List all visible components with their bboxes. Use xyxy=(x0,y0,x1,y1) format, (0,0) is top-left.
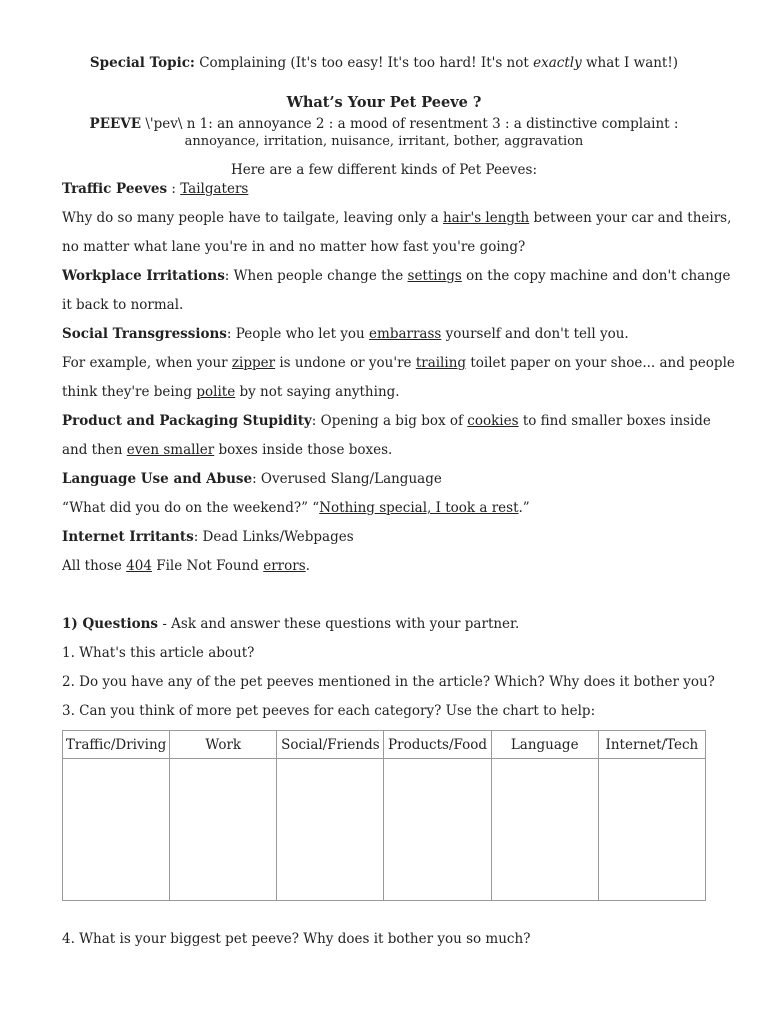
text-span: boxes inside those boxes. xyxy=(214,442,393,458)
underlined-word: trailing xyxy=(415,355,467,371)
chart-header-cell: Language xyxy=(491,731,598,759)
special-topic-line xyxy=(0,54,768,72)
underlined-word: errors xyxy=(263,558,306,574)
text-span: : When people change the xyxy=(224,268,408,284)
chart-header-cell: Internet/Tech xyxy=(598,731,705,759)
text-span: yourself and don't tell you. xyxy=(441,326,629,342)
definition-synonyms: annoyance, irritation, nuisance, irritant, bother, aggravation xyxy=(184,134,584,149)
underlined-word: polite xyxy=(196,384,236,400)
text-span: - Ask and answer these questions with your partner. xyxy=(158,616,520,632)
definition-text: \'pev\ n 1: an annoyance 2 : a mood of resentment 3 : a distinctive complaint : xyxy=(141,116,679,132)
workplace-label: Workplace Irritations xyxy=(62,268,225,284)
text-span: Why do so many people have to tailgate, leaving only a xyxy=(62,210,443,226)
underlined-word: zipper xyxy=(231,355,276,371)
pet-peeve-chart xyxy=(62,730,706,901)
question-2: 2. Do you have any of the pet peeves mentioned in the article? Which? Why does it bother you? xyxy=(62,674,715,690)
questions-heading xyxy=(62,615,728,633)
definition-line xyxy=(0,115,768,133)
text-span: is undone or you're xyxy=(275,355,416,371)
question-1: 1. What's this article about? xyxy=(62,645,255,661)
text-span: For example, when your xyxy=(62,355,232,371)
social-line-3 xyxy=(62,383,728,401)
text-span: .” xyxy=(518,500,530,516)
traffic-separator: : xyxy=(167,181,181,197)
language-line-2 xyxy=(62,499,728,517)
special-topic-text-end: what I want!) xyxy=(581,55,679,71)
workplace-line-1 xyxy=(62,267,731,285)
special-topic-text: Complaining (It's too easy! It's too hard! It's not xyxy=(194,55,534,71)
question-4: 4. What is your biggest pet peeve? Why does it bother you so much? xyxy=(62,931,531,947)
traffic-label: Traffic Peeves xyxy=(62,181,168,197)
underlined-word: 404 xyxy=(126,558,152,574)
text-span: : People who let you xyxy=(226,326,370,342)
chart-body-row xyxy=(63,759,706,901)
chart-empty-cell xyxy=(598,759,705,901)
text-span: toilet paper on your shoe... and people xyxy=(466,355,735,371)
chart-empty-cell xyxy=(491,759,598,901)
chart-header-row xyxy=(63,731,706,759)
language-line-1 xyxy=(62,470,728,488)
text-span: : Dead Links/Webpages xyxy=(193,529,354,545)
text-span: on the copy machine and don't change xyxy=(461,268,731,284)
chart-empty-cell xyxy=(63,759,170,901)
chart-header-cell: Work xyxy=(170,731,277,759)
special-topic-label: Special Topic: xyxy=(89,55,195,71)
underlined-word: cookies xyxy=(467,413,519,429)
questions-label: 1) Questions xyxy=(62,616,159,632)
underlined-word: settings xyxy=(407,268,462,284)
traffic-text-line-2: no matter what lane you're in and no matter how fast you're going? xyxy=(62,239,526,255)
text-span: and then xyxy=(62,442,127,458)
underlined-word: embarrass xyxy=(369,326,442,342)
special-topic-emphasis: exactly xyxy=(533,55,582,71)
social-line-2 xyxy=(62,354,735,372)
text-span: think they're being xyxy=(62,384,197,400)
underlined-word: hair's length xyxy=(442,210,530,226)
intro-text: Here are a few different kinds of Pet Peeves: xyxy=(230,162,538,178)
product-line-1 xyxy=(62,412,728,430)
language-label: Language Use and Abuse xyxy=(62,471,253,487)
underlined-word: Nothing special, I took a rest xyxy=(319,500,519,516)
chart-header-cell: Traffic/Driving xyxy=(63,731,170,759)
text-span: between your car and theirs, xyxy=(529,210,732,226)
text-span: . xyxy=(305,558,310,574)
text-span: File Not Found xyxy=(151,558,264,574)
social-line-1 xyxy=(62,325,728,343)
text-span: by not saying anything. xyxy=(235,384,400,400)
traffic-topic: Tailgaters xyxy=(180,181,249,197)
underlined-word: even smaller xyxy=(126,442,215,458)
product-label: Product and Packaging Stupidity xyxy=(62,413,312,429)
chart-empty-cell xyxy=(170,759,277,901)
chart-header-cell: Products/Food xyxy=(384,731,491,759)
product-line-2 xyxy=(62,441,728,459)
chart-empty-cell xyxy=(384,759,491,901)
traffic-peeves-heading xyxy=(62,180,728,198)
internet-line-2 xyxy=(62,557,728,575)
chart-empty-cell xyxy=(277,759,384,901)
workplace-line-2: it back to normal. xyxy=(62,297,184,313)
social-label: Social Transgressions xyxy=(62,326,227,342)
question-3: 3. Can you think of more pet peeves for each category? Use the chart to help: xyxy=(62,703,596,719)
text-span: : Opening a big box of xyxy=(311,413,468,429)
text-span: All those xyxy=(62,558,127,574)
text-span: : Overused Slang/Language xyxy=(252,471,442,487)
internet-line-1 xyxy=(62,528,728,546)
definition-word: PEEVE xyxy=(89,116,142,132)
page-title: What’s Your Pet Peeve ? xyxy=(286,94,482,111)
text-span: to find smaller boxes inside xyxy=(518,413,711,429)
internet-label: Internet Irritants xyxy=(62,529,194,545)
traffic-text-line-1 xyxy=(62,209,732,227)
chart-header-cell: Social/Friends xyxy=(277,731,384,759)
text-span: “What did you do on the weekend?” “ xyxy=(62,500,320,516)
